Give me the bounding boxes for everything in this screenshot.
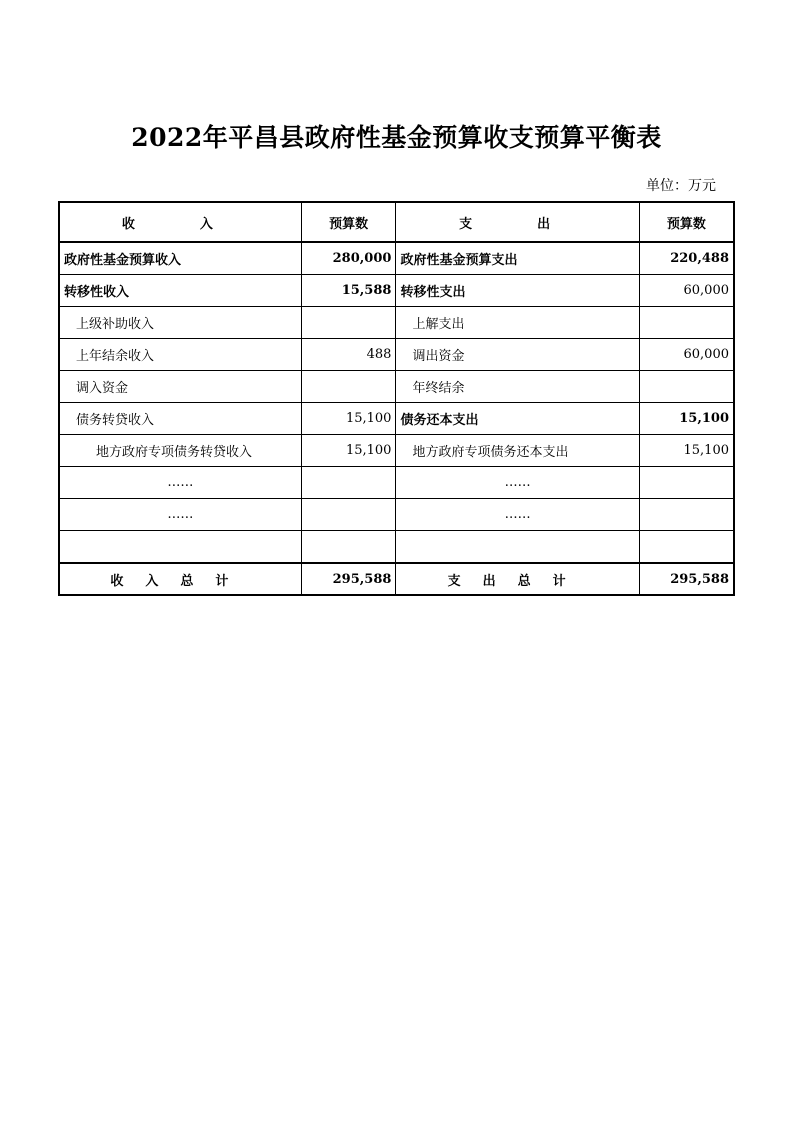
expense-name-cell: ……: [396, 467, 639, 499]
table-row: [59, 242, 734, 275]
table-row: [59, 371, 734, 403]
expense-name-cell: ……: [396, 499, 639, 531]
income-name-cell: 上级补助收入: [59, 307, 301, 339]
expense-total-label: 支出总计: [396, 563, 639, 595]
table-row: [59, 307, 734, 339]
expense-value-cell: [639, 307, 734, 339]
expense-value-cell: [639, 467, 734, 499]
expense-value-cell: 60,000: [639, 339, 734, 371]
income-value-cell: [301, 467, 396, 499]
income-value-cell: 15,100: [301, 435, 396, 467]
expense-name-cell: 调出资金: [396, 339, 639, 371]
income-name-cell: 转移性收入: [59, 275, 301, 307]
expense-value-cell: [639, 371, 734, 403]
income-name-cell: 政府性基金预算收入: [59, 242, 301, 275]
header-expense-budget: 预算数: [639, 202, 734, 242]
income-name-cell: [59, 531, 301, 564]
expense-name-cell: [396, 531, 639, 564]
expense-name-cell: 债务还本支出: [396, 403, 639, 435]
expense-value-cell: 220,488: [639, 242, 734, 275]
income-value-cell: [301, 531, 396, 564]
income-value-cell: 15,100: [301, 403, 396, 435]
expense-value-cell: 60,000: [639, 275, 734, 307]
table-header-row: [59, 202, 734, 242]
income-name-cell: 上年结余收入: [59, 339, 301, 371]
expense-name-cell: 地方政府专项债务还本支出: [396, 435, 639, 467]
income-value-cell: 280,000: [301, 242, 396, 275]
table-row: [59, 435, 734, 467]
income-value-cell: [301, 371, 396, 403]
income-name-cell: ……: [59, 499, 301, 531]
expense-value-cell: 15,100: [639, 435, 734, 467]
expense-name-cell: 年终结余: [396, 371, 639, 403]
expense-name-cell: 政府性基金预算支出: [396, 242, 639, 275]
expense-value-cell: [639, 531, 734, 564]
header-expense: 支 出: [396, 202, 639, 242]
income-name-cell: 地方政府专项债务转贷收入: [59, 435, 301, 467]
header-income: 收 入: [59, 202, 301, 242]
income-total-label: 收入总计: [59, 563, 301, 595]
table-row: [59, 531, 734, 564]
unit-label: 单位：万元: [646, 178, 716, 194]
table-row: [59, 339, 734, 371]
page-title: 2022年平昌县政府性基金预算收支预算平衡表: [131, 123, 662, 152]
table-row: [59, 499, 734, 531]
income-total-value: 295,588: [301, 563, 396, 595]
income-value-cell: [301, 499, 396, 531]
income-value-cell: 15,588: [301, 275, 396, 307]
table-row: [59, 467, 734, 499]
income-value-cell: 488: [301, 339, 396, 371]
income-value-cell: [301, 307, 396, 339]
income-name-cell: 调入资金: [59, 371, 301, 403]
expense-total-value: 295,588: [639, 563, 734, 595]
expense-value-cell: 15,100: [639, 403, 734, 435]
expense-value-cell: [639, 499, 734, 531]
income-name-cell: 债务转贷收入: [59, 403, 301, 435]
expense-name-cell: 转移性支出: [396, 275, 639, 307]
budget-balance-table: [58, 201, 735, 596]
table-total-row: [59, 563, 734, 595]
table-row: [59, 403, 734, 435]
income-name-cell: ……: [59, 467, 301, 499]
expense-name-cell: 上解支出: [396, 307, 639, 339]
table-row: [59, 275, 734, 307]
header-income-budget: 预算数: [301, 202, 396, 242]
